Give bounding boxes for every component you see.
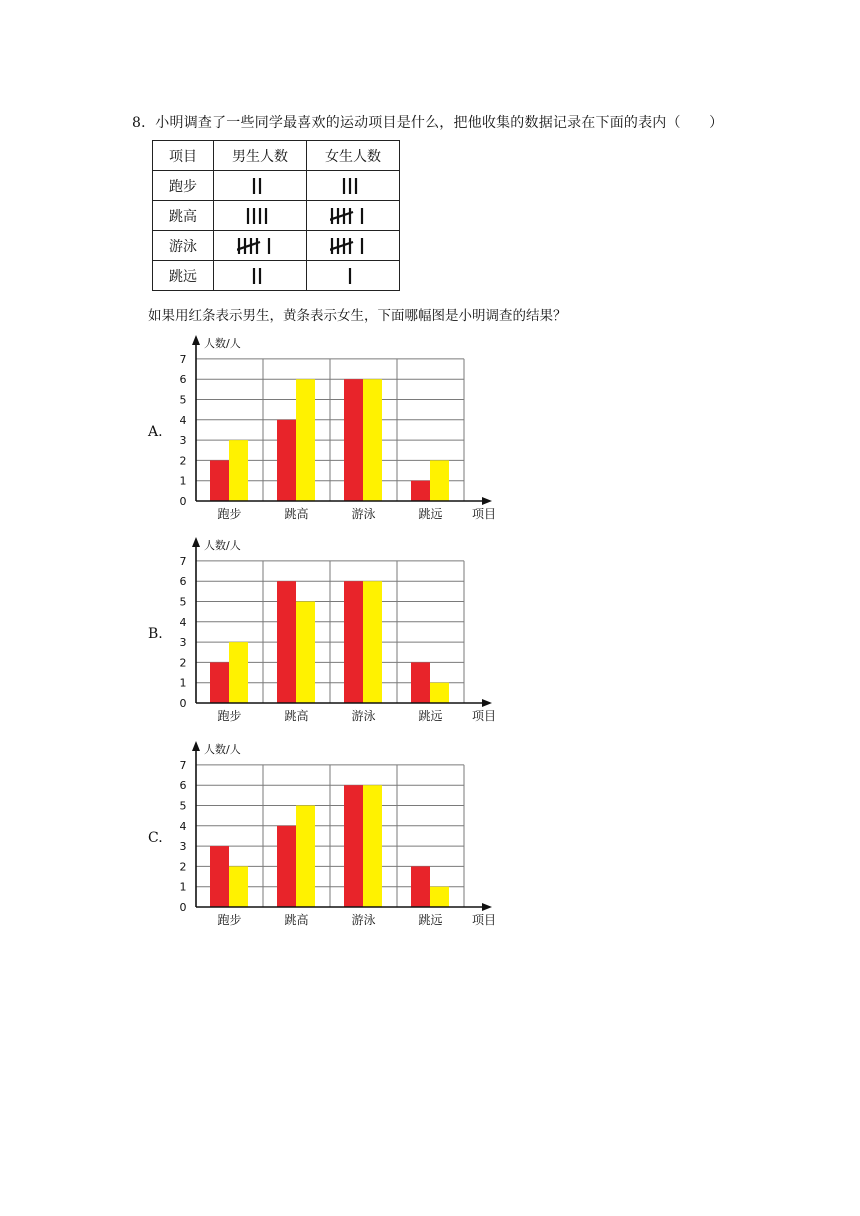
chart-option-b [170, 535, 510, 727]
category-label: 游泳 [351, 507, 376, 521]
y-tick-label: 2 [179, 860, 187, 874]
y-tick-label: 0 [179, 697, 187, 710]
option-a-label[interactable]: A. [148, 424, 163, 440]
category-label: 跑步 [217, 507, 242, 521]
tally-table [152, 140, 400, 291]
x-axis-arrow [482, 497, 492, 505]
chart-option-a [170, 333, 510, 525]
bar-boys [210, 460, 229, 501]
category-label: 跳远 [418, 507, 443, 521]
y-tick-label: 1 [179, 676, 187, 690]
y-axis-arrow [192, 741, 200, 751]
category-label: 跳远 [418, 913, 443, 927]
table-row [153, 261, 400, 291]
bar-girls [430, 887, 449, 907]
y-tick-label: 0 [179, 901, 187, 914]
category-label: 游泳 [351, 913, 376, 927]
y-tick-label: 5 [179, 799, 187, 813]
bar-boys [277, 420, 296, 501]
y-tick-label: 1 [179, 474, 187, 488]
bar-girls [363, 379, 382, 501]
row-item: 跑步 [153, 171, 214, 201]
bar-boys [344, 785, 363, 907]
category-label: 跑步 [217, 913, 242, 927]
bar-girls [296, 379, 315, 501]
category-label: 跳远 [418, 709, 443, 723]
bar-girls [296, 806, 315, 908]
y-tick-label: 1 [179, 880, 187, 894]
header-item: 项目 [153, 141, 214, 171]
category-label: 跳高 [284, 709, 309, 723]
category-label: 跑步 [217, 709, 242, 723]
y-axis-arrow [192, 537, 200, 547]
row-item: 跳高 [153, 201, 214, 231]
row-item: 跳远 [153, 261, 214, 291]
bar-boys [344, 379, 363, 501]
y-tick-label: 5 [179, 595, 187, 609]
category-label: 跳高 [284, 507, 309, 521]
bar-boys [210, 846, 229, 907]
tally-marks [237, 236, 283, 256]
y-tick-label: 4 [179, 615, 187, 629]
bar-boys [411, 866, 430, 907]
prompt-text: 如果用红条表示男生，黄条表示女生，下面哪幅图是小明调查的结果？ [148, 308, 567, 324]
y-tick-label: 3 [179, 636, 187, 650]
boys-tally [214, 171, 307, 201]
category-label: 跳高 [284, 913, 309, 927]
bar-girls [229, 866, 248, 907]
girls-tally [307, 171, 400, 201]
option-b-label[interactable]: B. [148, 626, 163, 642]
boys-tally [214, 231, 307, 261]
bar-girls [363, 581, 382, 703]
bar-boys [210, 662, 229, 703]
boys-tally [214, 261, 307, 291]
y-tick-label: 4 [179, 819, 187, 833]
y-tick-label: 7 [179, 758, 187, 772]
x-axis-title: 项目 [472, 709, 497, 723]
y-axis-title: 人数/人 [204, 539, 241, 552]
tally-marks [348, 266, 358, 286]
y-tick-label: 6 [179, 779, 187, 793]
y-tick-label: 7 [179, 352, 187, 366]
category-label: 游泳 [351, 709, 376, 723]
y-axis-title: 人数/人 [204, 337, 241, 350]
bar-girls [296, 602, 315, 704]
table-row [153, 171, 400, 201]
x-axis-arrow [482, 699, 492, 707]
girls-tally [307, 231, 400, 261]
chart-option-c [170, 739, 510, 931]
y-tick-label: 2 [179, 656, 187, 670]
x-axis-arrow [482, 903, 492, 911]
x-axis-title: 项目 [472, 507, 497, 521]
y-tick-label: 0 [179, 495, 187, 508]
boys-tally [214, 201, 307, 231]
header-girls: 女生人数 [307, 141, 400, 171]
table-header-row [153, 141, 400, 171]
bar-boys [411, 481, 430, 501]
bar-girls [229, 642, 248, 703]
y-axis-title: 人数/人 [204, 743, 241, 756]
bar-girls [430, 683, 449, 703]
x-axis-title: 项目 [472, 913, 497, 927]
tally-marks [342, 176, 364, 196]
tally-marks [330, 236, 376, 256]
bar-boys [344, 581, 363, 703]
y-tick-label: 4 [179, 413, 187, 427]
tally-marks [252, 176, 268, 196]
bar-girls [229, 440, 248, 501]
bar-boys [277, 826, 296, 907]
y-tick-label: 2 [179, 454, 187, 468]
bar-girls [363, 785, 382, 907]
y-tick-label: 6 [179, 575, 187, 589]
y-tick-label: 7 [179, 554, 187, 568]
y-tick-label: 5 [179, 393, 187, 407]
y-tick-label: 3 [179, 434, 187, 448]
bar-girls [430, 460, 449, 501]
row-item: 游泳 [153, 231, 214, 261]
question-text: 8．小明调查了一些同学最喜欢的运动项目是什么，把他收集的数据记录在下面的表内（ ） [132, 115, 724, 131]
bar-boys [411, 662, 430, 703]
girls-tally [307, 261, 400, 291]
option-c-label[interactable]: C. [148, 830, 163, 846]
y-axis-arrow [192, 335, 200, 345]
tally-marks [246, 206, 274, 226]
bar-boys [277, 581, 296, 703]
y-tick-label: 3 [179, 840, 187, 854]
tally-marks [252, 266, 268, 286]
table-row [153, 231, 400, 261]
table-row [153, 201, 400, 231]
tally-marks [330, 206, 376, 226]
y-tick-label: 6 [179, 373, 187, 387]
header-boys: 男生人数 [214, 141, 307, 171]
girls-tally [307, 201, 400, 231]
